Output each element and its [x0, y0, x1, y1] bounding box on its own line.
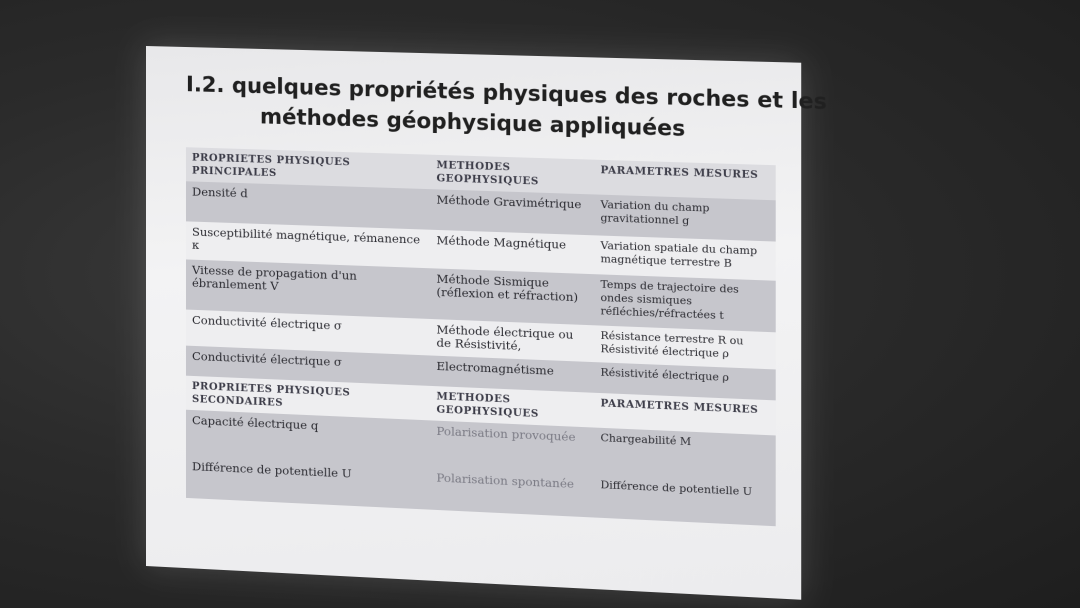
table-cell: Variation spatiale du champ magnétique terrestre B: [600, 239, 758, 270]
table-cell: Polarisation spontanée: [436, 470, 574, 492]
table-cell: Capacité électrique q: [191, 413, 319, 433]
properties-table: [186, 147, 776, 526]
slide-title-line-1: I.2. quelques propriétés physiques des roches et les: [185, 72, 827, 115]
table-cell: Conductivité électrique σ: [191, 312, 342, 333]
table-cell: Méthode Gravimétrique: [436, 192, 582, 212]
projected-slide: [146, 46, 827, 600]
table-cell: Méthode électrique ou de Résistivité,: [436, 322, 574, 354]
header-cell: PARAMETRES MESURES: [600, 398, 759, 417]
table-cell: Variation du champ gravitationnel g: [600, 198, 710, 228]
table-cell: Conductivité électrique σ: [191, 348, 342, 370]
table-cell: Densité d: [191, 184, 248, 201]
table-cell: Méthode Magnétique: [436, 232, 567, 252]
header-cell: PARAMETRES MESURES: [600, 164, 759, 182]
table-cell: Susceptibilité magnétique, rémanence κ: [191, 224, 421, 252]
table-cell: Différence de potentielle U: [191, 459, 352, 481]
table-cell: Polarisation provoquée: [436, 423, 576, 445]
header-cell: PROPRIETES PHYSIQUES PRINCIPALES: [191, 152, 351, 180]
table-cell: Vitesse de propagation d'un ébranlement V: [191, 262, 357, 293]
table-cell: Résistance terrestre R ou Résistivité électrique ρ: [600, 329, 744, 361]
header-cell: METHODES GEOPHYSIQUES: [436, 391, 539, 421]
header-cell: PROPRIETES PHYSIQUES SECONDAIRES: [191, 380, 351, 409]
table-cell: Electromagnétisme: [436, 358, 554, 378]
slide-title: [185, 69, 827, 146]
slide-title-line-2: méthodes géophysique appliquées: [259, 104, 686, 141]
table-cell: Temps de trajectoire des ondes sismiques réfléchies/réfractées t: [600, 278, 739, 323]
table-cell: Chargeabilité M: [600, 431, 692, 449]
table-cell: Différence de potentielle U: [600, 478, 753, 499]
table-cell: Méthode Sismique (réflexion et réfraction): [436, 271, 579, 305]
table-cell: Résistivité électrique ρ: [600, 366, 729, 385]
header-cell: METHODES GEOPHYSIQUES: [436, 159, 539, 188]
